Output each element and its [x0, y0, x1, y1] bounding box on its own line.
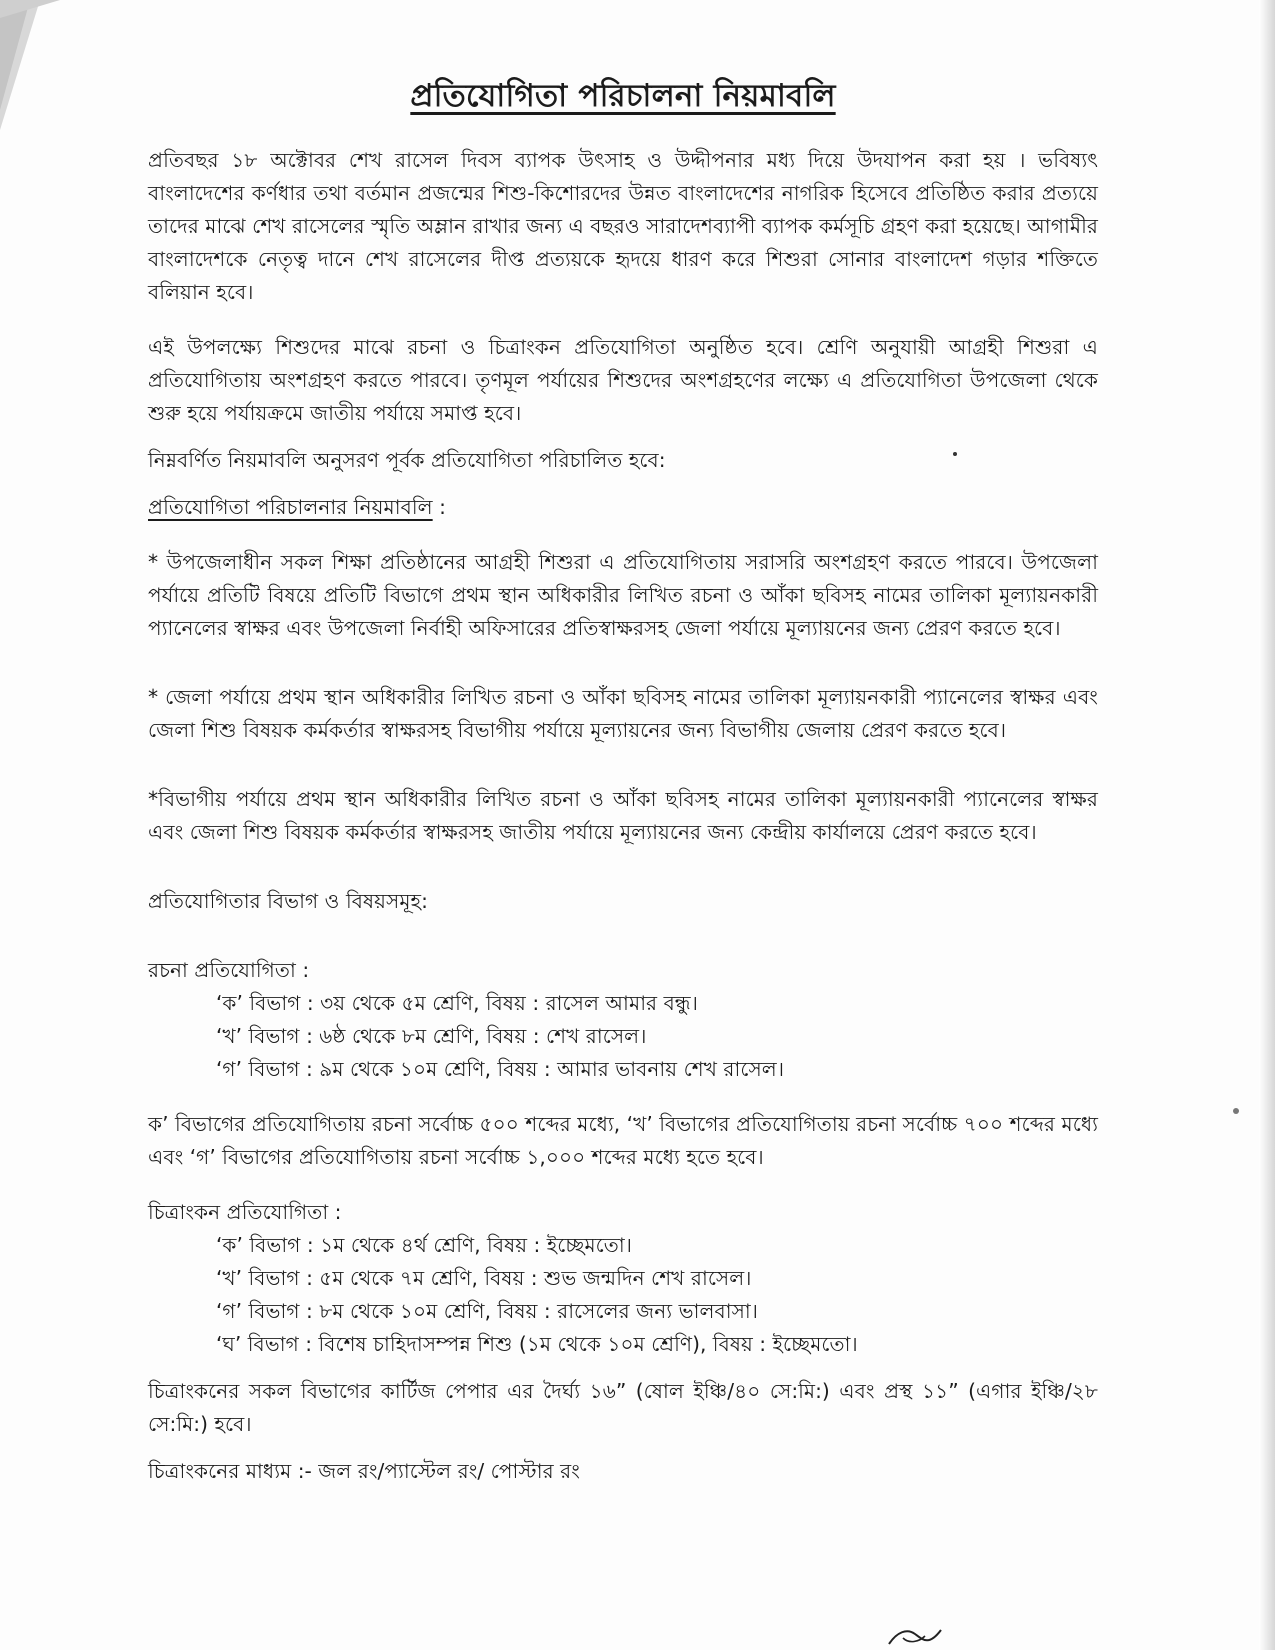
follow-rules-line: নিম্নবর্ণিত নিয়মাবলি অনুসরণ পূর্বক প্রতিযোগিতা পরিচালিত হবে: [148, 448, 666, 472]
drawing-heading: চিত্রাংকন প্রতিযোগিতা : [148, 1200, 342, 1224]
categories-heading: প্রতিযোগিতার বিভাগ ও বিষয়সমূহ: [148, 889, 428, 913]
essay-heading: রচনা প্রতিযোগিতা : [148, 958, 310, 982]
occasion-paragraph: এই উপলক্ষ্যে শিশুদের মাঝে রচনা ও চিত্রাংকন প্রতিযোগিতা অনুষ্ঠিত হবে। শ্রেণি অনুযায়ী আগ্রহী শিশুরা এ প্রতিযোগিতায় অংশগ্রহণ করতে পারবে। তৃণমূল পর্যায়ের শিশুদের অংশগ্রহণের লক্ষ্যে এ প্রতিযোগিতা উপজেলা থেকে শুরু হয়ে পর্যায়ক্রমে জাতীয় পর্যায়ে সমাপ্ত হবে। [148, 335, 1098, 425]
essay-group-ka: ‘ক’ বিভাগ : ৩য় থেকে ৫ম শ্রেণি, বিষয় : রাসেল আমার বন্ধু। [216, 991, 699, 1015]
drawing-groups [148, 1229, 1098, 1361]
drawing-group-ka: ‘ক’ বিভাগ : ১ম থেকে ৪র্থ শ্রেণি, বিষয় : ইচ্ছেমতো। [216, 1233, 632, 1257]
drawing-group-kha: ‘খ’ বিভাগ : ৫ম থেকে ৭ম শ্রেণি, বিষয় : শুভ জন্মদিন শেখ রাসেল। [216, 1266, 752, 1290]
drawing-paper-size: চিত্রাংকনের সকল বিভাগের কার্টিজ পেপার এর দৈর্ঘ্য ১৬” (ষোল ইঞ্চি/৪০ সে:মি:) এবং প্রস্থ ১১” (এগার ইঞ্চি/২৮ সে:মি:) হবে। [148, 1379, 1098, 1436]
document-title: প্রতিযোগিতা পরিচালনা নিয়মাবলি [410, 78, 836, 114]
intro-paragraph: প্রতিবছর ১৮ অক্টোবর শেখ রাসেল দিবস ব্যাপক উৎসাহ ও উদ্দীপনার মধ্য দিয়ে উদযাপন করা হয় । ভবিষ্যৎ বাংলাদেশের কর্ণধার তথা বর্তমান প্রজন্মের শিশু-কিশোরদের উন্নত বাংলাদেশের নাগরিক হিসেবে প্রতিষ্ঠিত করার প্রত্যয়ে তাদের মাঝে শেখ রাসেলের স্মৃতি অম্লান রাখার জন্য এ বছরও সারাদেশব্যাপী ব্যাপক কর্মসূচি গ্রহণ করা হয়েছে। আগামীর বাংলাদেশকে নেতৃত্ব দানে শেখ রাসেলের দীপ্ত প্রত্যয়কে হৃদয়ে ধারণ করে শিশুরা সোনার বাংলাদেশ গড়ার শক্তিতে বলিয়ান হবে। [148, 148, 1098, 304]
ink-speck [1233, 1108, 1239, 1114]
scan-corner [0, 0, 60, 18]
essay-groups [148, 987, 1098, 1086]
drawing-group-gha: ‘ঘ’ বিভাগ : বিশেষ চাহিদাসম্পন্ন শিশু (১ম থেকে ১০ম শ্রেণি), বিষয় : ইচ্ছেমতো। [216, 1332, 858, 1356]
rule-division: *বিভাগীয় পর্যায়ে প্রথম স্থান অধিকারীর লিখিত রচনা ও আঁকা ছবিসহ নামের তালিকা মূল্যায়নকারী প্যানেলের স্বাক্ষর এবং জেলা শিশু বিষয়ক কর্মকর্তার স্বাক্ষরসহ জাতীয় পর্যায়ে মূল্যায়নের জন্য কেন্দ্রীয় কার্যালয়ে প্রেরণ করতে হবে। [148, 787, 1098, 844]
rule-district: * জেলা পর্যায়ে প্রথম স্থান অধিকারীর লিখিত রচনা ও আঁকা ছবিসহ নামের তালিকা মূল্যায়নকারী প্যানেলের স্বাক্ষর এবং জেলা শিশু বিষয়ক কর্মকর্তার স্বাক্ষরসহ বিভাগীয় পর্যায়ে মূল্যায়নের জন্য বিভাগীয় জেলায় প্রেরণ করতে হবে। [148, 685, 1098, 742]
rules-heading [148, 491, 1098, 524]
initial-signature-mark [885, 1622, 945, 1650]
essay-group-ga: ‘গ’ বিভাগ : ৯ম থেকে ১০ম শ্রেণি, বিষয় : আমার ভাবনায় শেখ রাসেল। [216, 1057, 785, 1081]
rules-heading-text: প্রতিযোগিতা পরিচালনার নিয়মাবলি [148, 495, 433, 519]
rule-upazila: * উপজেলাধীন সকল শিক্ষা প্রতিষ্ঠানের আগ্রহী শিশুরা এ প্রতিযোগিতায় সরাসরি অংশগ্রহণ করতে পারবে। উপজেলা পর্যায়ে প্রতিটি বিষয়ে প্রতিটি বিভাগে প্রথম স্থান অধিকারীর লিখিত রচনা ও আঁকা ছবিসহ নামের তালিকা মূল্যায়নকারী প্যানেলের স্বাক্ষর এবং উপজেলা নির্বাহী অফিসারের প্রতিস্বাক্ষরসহ জেলা পর্যায়ে মূল্যায়নের জন্য প্রেরণ করতে হবে। [148, 550, 1098, 640]
drawing-group-ga: ‘গ’ বিভাগ : ৮ম থেকে ১০ম শ্রেণি, বিষয় : রাসেলের জন্য ভালবাসা। [216, 1299, 758, 1323]
essay-word-limit: ক’ বিভাগের প্রতিযোগিতায় রচনা সর্বোচ্চ ৫০০ শব্দের মধ্যে, ‘খ’ বিভাগের প্রতিযোগিতায় রচনা সর্বোচ্চ ৭০০ শব্দের মধ্যে এবং ‘গ’ বিভাগের প্রতিযোগিতায় রচনা সর্বোচ্চ ১,০০০ শব্দের মধ্যে হতে হবে। [148, 1112, 1098, 1169]
document-body [148, 72, 1098, 1488]
ink-dot [953, 452, 957, 456]
scan-right-edge [1259, 0, 1275, 1650]
essay-group-kha: ‘খ’ বিভাগ : ৬ষ্ঠ থেকে ৮ম শ্রেণি, বিষয় : শেখ রাসেল। [216, 1024, 647, 1048]
rules-heading-suffix: : [432, 495, 446, 519]
drawing-medium: চিত্রাংকনের মাধ্যম :- জল রং/প্যাস্টেল রং/ পোস্টার রং [148, 1459, 580, 1483]
